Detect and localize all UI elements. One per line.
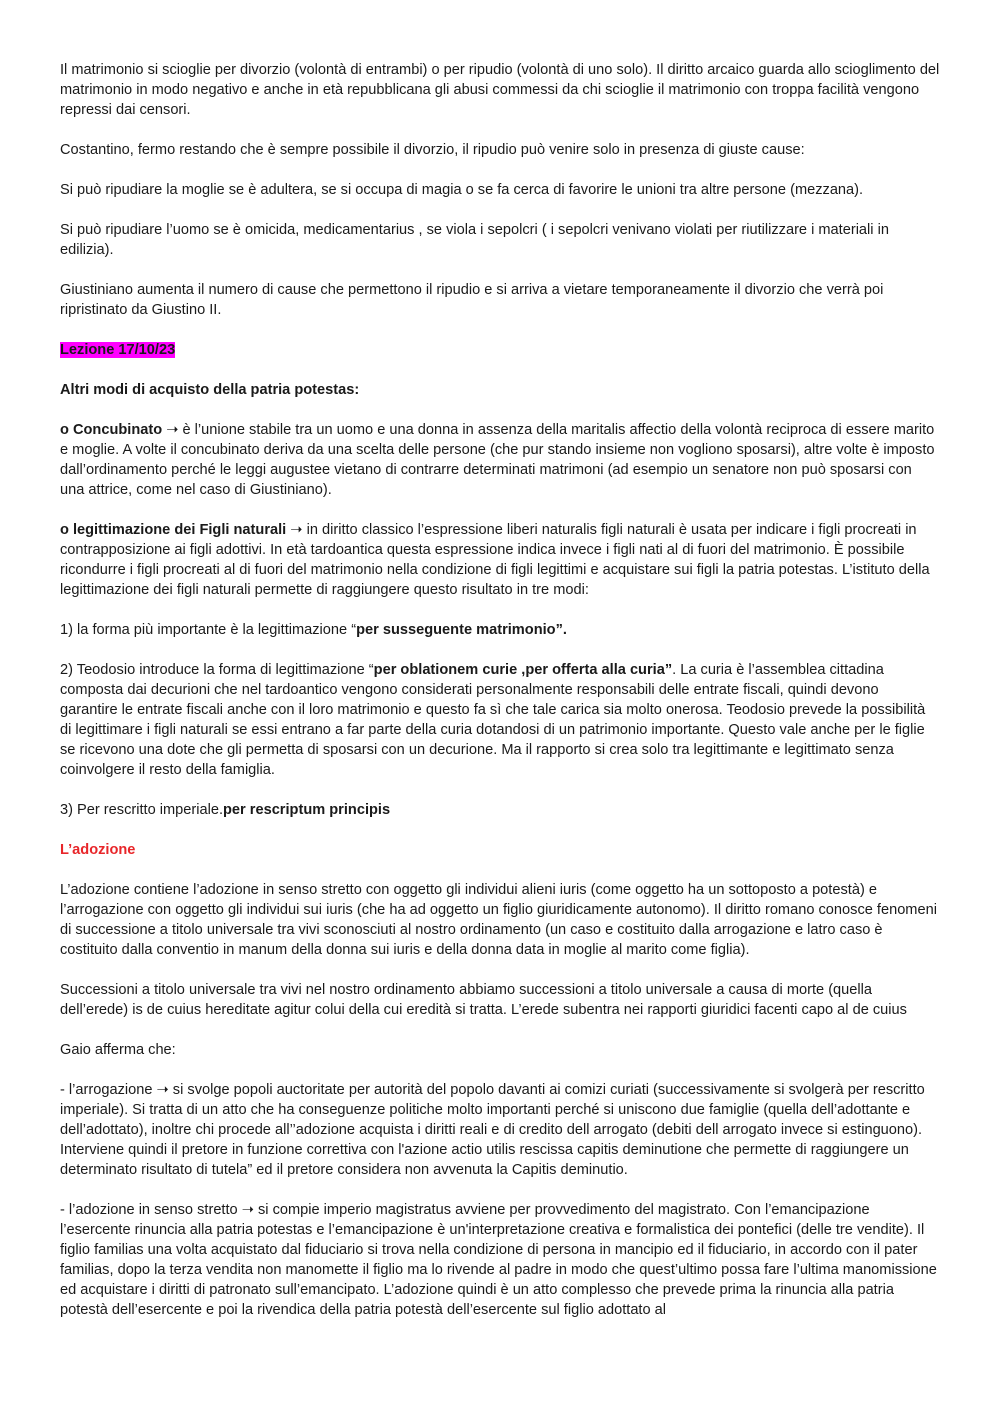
paragraph-divorzio: Il matrimonio si scioglie per divorzio (volontà di entrambi) o per ripudio (volontà di uno solo). Il diritto arcaico guarda allo scioglimento del matrimonio in modo negativo e anche in età repubblicana gli abusi commessi da chi scioglie il matrimonio con troppa facilità vengono repressi dai censori.	[60, 62, 940, 118]
paragraph-giustiniano: Giustiniano aumenta il numero di cause che permettono il ripudio e si arriva a vietare temporaneamente il divorzio che verrà poi ripristinato da Giustino II.	[60, 282, 884, 318]
paragraph-adozione: L’adozione contiene l’adozione in senso stretto con oggetto gli individui alieni iuris (come oggetto ha un sottoposto a potestà) e l’arrogazione con oggetto gli individui sui iuris (che ha ad oggetto un figlio giuridicamente autonomo). Il diritto romano conosce fenomeni di successione a titolo universale tra vivi sconosciuti al nostro ordinamento (un caso e costituito dalla arrogazione e latro caso è costituito dalla conventio in manum della donna sui iuris e della donna data in moglie al marito come figlia).	[60, 882, 937, 958]
paragraph-successioni: Successioni a titolo universale tra vivi nel nostro ordinamento abbiamo successioni a titolo universale a causa di morte (quella dell’erede) is de cuius hereditate agitur colui della cui eredità si tratta. L’erede subentra nei rapporti giuridici facenti capo al de cuius	[60, 982, 907, 1018]
legittimazione-text: ➝ in diritto classico l’espressione liberi naturalis figli naturali è usata per indicare i figli procreati in contrapposizione ai figli adottivi. In età tardoantica questa espressione indica invece i figli nati al di fuori del matrimonio. È possibile ricondurre i figli procreati al di fuori del matrimonio nella condizione di figli legittimi e acquistare sui figli la patria potestas. L’istituto della legittimazione dei figli naturali permette di raggiungere questo risultato in tre modi:	[60, 522, 930, 598]
paragraph-adozione-senso-stretto: - l’adozione in senso stretto ➝ si compie imperio magistratus avviene per provvedimento del magistrato. Con l’emancipazione l’esercente rinuncia alla patria potestas e l’emancipazione è un'interpretazione creativa e formalistica dei pontefici (delle tre vendite). Il figlio familias una volta acquistato dal fiduciario si trova nella condizione di persona in mancipio ed il fiduciario, in accordo con il pater familias, dopo la terza vendita non manomette il figlio ma lo rivende al padre in modo che quest’ultimo possa fare l’ultima manomissione ed acquistare i diritti di patronato sull’emancipato. L’adozione quindi è un atto complesso che prevede prima la rinuncia alla patria potestà dell’esercente e poi la rivendica della patria potestà dell’esercente sul figlio adottato al	[60, 1202, 937, 1318]
paragraph-mode-1	[60, 620, 940, 640]
mode-2-text: . La curia è l’assemblea cittadina composta dai decurioni che nel tardoantico vengono considerati personalmente responsabili delle entrate fiscali, quindi devono garantire le entrate fiscali anche con il loro matrimonio e questo fa sì che tale carica sia molto onerosa. Teodosio prevede la possibilità di legittimare i figli naturali se essi entrano a far parte della curia dotandosi di un patrimonio importante. Questo vale anche per le figlie se ricevono una dote che gli permetta di sposarsi con un decurione. Ma il rapporto si crea solo tra legittimante e legittimato senza coinvolgere il resto della famiglia.	[60, 662, 926, 778]
paragraph-concubinato	[60, 420, 940, 500]
paragraph-ripudio-uomo: Si può ripudiare l’uomo se è omicida, medicamentarius , se viola i sepolcri ( i sepolcri venivano violati per riutilizzare i materiali in edilizia).	[60, 222, 889, 258]
mode-1-bold: per susseguente matrimonio”.	[356, 622, 567, 638]
lesson-heading	[60, 340, 940, 360]
paragraph-ripudio-moglie: Si può ripudiare la moglie se è adultera, se si occupa di magia o se fa cerca di favorire le unioni tra altre persone (mezzana).	[60, 182, 864, 198]
paragraph-gaio: Gaio afferma che:	[60, 1042, 176, 1058]
paragraph-mode-2	[60, 660, 940, 780]
term-legittimazione: o legittimazione dei Figli naturali	[60, 522, 287, 538]
paragraph-arrogazione: - l’arrogazione ➝ si svolge popoli auctoritate per autorità del popolo davanti ai comizi curiati (successivamente si svolgerà per rescritto imperiale). Si tratta di un atto che ha conseguenze politiche molto importanti perché si uniscono due famiglie (quella dell’adottante e dell’adottato), inoltre chi procede all’’adozione acquista i diritti reali e di credito dell arrogato (debiti dell arrogato invece si estinguono). Interviene quindi il pretore in funzione correttiva con l'azione actio utilis rescissa capitis deminutione che permette di raggiungere un determinato risultato di tutela” ed il pretore considera non avvenuta la Capitis deminutio.	[60, 1082, 925, 1178]
mode-2-prefix: 2) Teodosio introduce la forma di legittimazione “	[60, 662, 374, 678]
term-concubinato: o Concubinato	[60, 422, 163, 438]
mode-2-bold: per oblationem curie ,per offerta alla curia”	[373, 662, 673, 678]
concubinato-text: ➝ è l’unione stabile tra un uomo e una donna in assenza della maritalis affectio della volontà reciproca di essere marito e moglie. A volte il concubinato deriva da una scelta delle persone (che pur stando insieme non vogliono sposarsi), altre volte è imposto dall’ordinamento perché le leggi augustee vietano di contrarre determinati matrimoni (ad esempio un senatore non può sposarsi con una attrice, come nel caso di Giustiniano).	[60, 422, 935, 498]
mode-3-prefix: 3) Per rescritto imperiale.	[60, 802, 224, 818]
paragraph-legittimazione	[60, 520, 940, 600]
mode-3-bold: per rescriptum principis	[223, 802, 391, 818]
adozione-heading: L’adozione	[60, 842, 136, 858]
lesson-date-highlight: Lezione 17/10/23	[60, 342, 176, 358]
paragraph-costantino: Costantino, fermo restando che è sempre possibile il divorzio, il ripudio può venire solo in presenza di giuste cause:	[60, 142, 805, 158]
paragraph-mode-3	[60, 800, 940, 820]
section-title: Altri modi di acquisto della patria potestas:	[60, 382, 360, 398]
mode-1-prefix: 1) la forma più importante è la legittimazione “	[60, 622, 357, 638]
